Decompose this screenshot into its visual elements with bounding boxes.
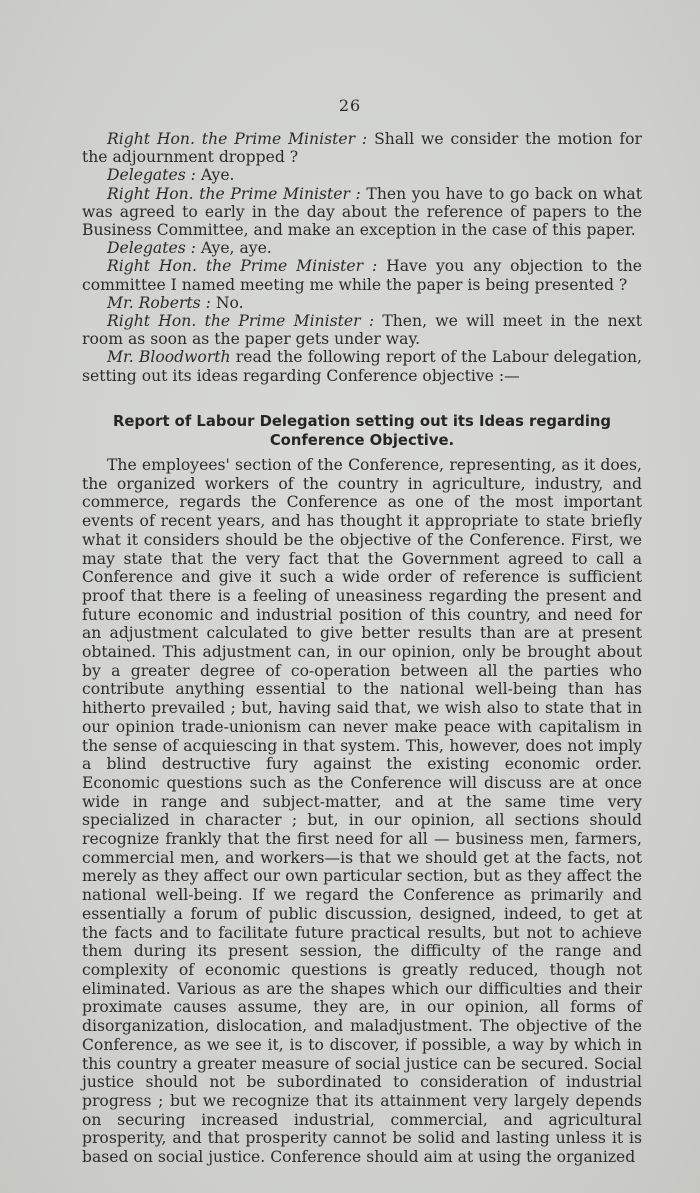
report-heading: Report of Labour Delegation setting out its Ideas regarding Conference Objective. [112,413,612,449]
speaker-name: Right Hon. the Prime Minister : [107,312,375,331]
speaker-name: Right Hon. the Prime Minister : [107,257,378,276]
dialogue-text: Have you any objection to the committee I named meeting me while the paper is being presented ? [82,257,643,294]
dialogue-section [82,130,642,385]
speaker-name: Mr. Roberts : [107,293,211,312]
dialogue-text: Aye. [195,166,235,185]
dialogue-line [82,348,642,384]
dialogue-text: Then, we will meet in the next room as soon as the paper gets under way. [82,312,642,349]
dialogue-text: Then you have to go back on what was agreed to early in the day about the reference of papers to the Business Committee, and make an exception in the case of this paper. [82,184,642,240]
report-body [82,456,642,1167]
dialogue-text: Aye, aye. [195,239,272,258]
page-number: 26 [338,96,362,115]
dialogue-line [82,130,642,166]
dialogue-line [82,239,642,257]
speaker-name: Delegates : [107,166,196,185]
speaker-name: Right Hon. the Prime Minister : [107,184,361,203]
dialogue-line [82,294,642,312]
dialogue-line [82,166,642,184]
speaker-name: Mr. Bloodworth [107,348,231,367]
speaker-name: Right Hon. the Prime Minister : [107,130,368,148]
dialogue-line [82,312,642,348]
dialogue-text: No. [210,293,244,312]
report-paragraph: The employees' section of the Conference, representing, as it does, the organized workers of the country in agriculture, industry, and commerce, regards the Conference as one of the most important events of recent years, and has thought it appropriate to state briefly what it considers should be the objective of the Conference. First, we may state that the very fact that the Government agreed to call a Conference and give it such a wide order of reference is sufficient proof that there is a feeling of uneasiness regarding the present and future economic and industrial position of this country, and need for an adjustment calculated to give better results than are at present obtained. This adjustment can, in our opinion, only be brought about by a greater degree of co-operation between all the parties who contribute anything essential to the national well-being than has hitherto prevailed ; but, having said that, we wish also to state that in our opinion trade-unionism can never make peace with capitalism in the sense of acquiescing in that system. This, however, does not imply a blind destructive fury against the existing economic order. Economic questions such as the Conference will discuss are at once wide in range and subject-matter, and at the same time very specialized in character ; but, in our opinion, all sections should recognize frankly that the first need for all — business men, farmers, commercial men, and workers—is that we should get at the facts, not merely as they affect our own particular section, but as they affect the national well-being. If we regard the Conference as primarily and essentially a forum of public discussion, designed, indeed, to get at the facts and to facilitate future practical results, but not to achieve them during its present session, the difficulty of the range and complexity of economic questions is greatly reduced, though not eliminated. Various as are the shapes which our difficulties and their proximate causes assume, they are, in our opinion, all forms of disorganization, dislocation, and maladjustment. The objective of the Conference, as we see it, is to discover, if possible, a way by which in this country a greater measure of social justice can be secured. Social justice should not be subordinated to consideration of industrial progress ; but we recognize that its attainment very largely depends on securing increased industrial, commercial, and agricultural prosperity, and that prosperity cannot be solid and lasting unless it is based on social justice. Conference should aim at using the organized [82,456,642,1167]
dialogue-text: Shall we consider the motion for the adjournment dropped ? [82,130,642,167]
dialogue-line [82,185,642,240]
dialogue-text: read the following report of the Labour delegation, setting out its ideas regarding Conference objective :— [82,348,643,385]
speaker-name: Delegates : [107,239,196,258]
dialogue-line [82,257,642,293]
